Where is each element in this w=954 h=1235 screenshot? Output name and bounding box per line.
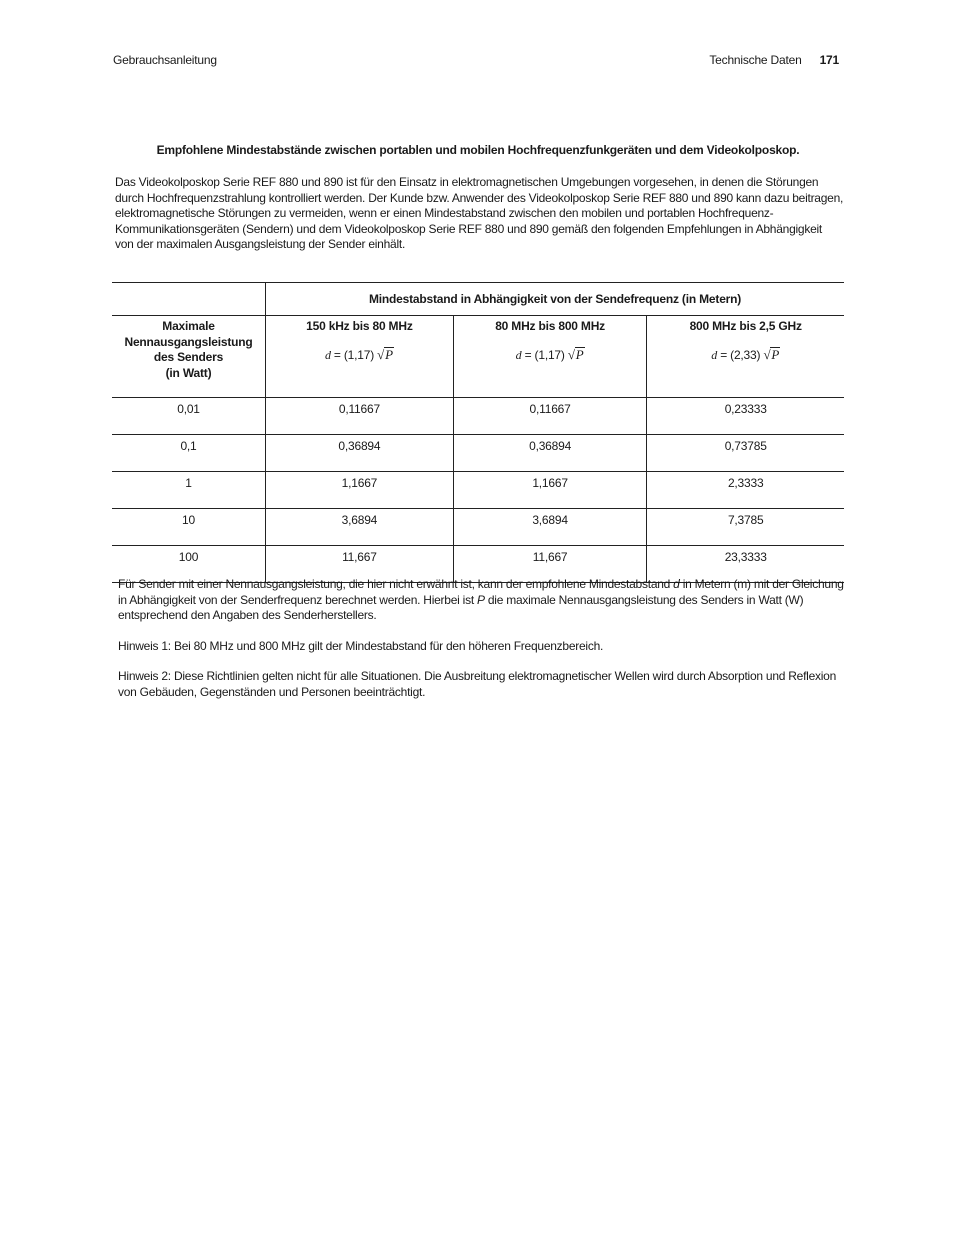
power-cell: 100 bbox=[112, 546, 266, 583]
distance-cell: 1,1667 bbox=[266, 472, 454, 509]
page-number: 171 bbox=[819, 53, 839, 67]
formula-coefficient: = (2,33) bbox=[717, 348, 764, 362]
section-name: Technische Daten bbox=[709, 53, 802, 67]
distance-cell: 0,36894 bbox=[453, 435, 647, 472]
table-row bbox=[112, 398, 844, 435]
group-header-cell: Mindestabstand in Abhängigkeit von der Sendefrequenz (in Metern) bbox=[266, 283, 845, 316]
formula-radicand: P bbox=[575, 347, 584, 362]
distance-cell: 2,3333 bbox=[647, 472, 844, 509]
intro-line: Das Videokolposkop Serie REF 880 und 890 ist für den Einsatz in elektromagnetischen Umgebungen vorgesehen, in denen die Störungen bbox=[115, 175, 819, 189]
column-label: 800 MHz bis 2,5 GHz bbox=[689, 319, 802, 333]
note-text: in Abhängigkeit von der Senderfrequenz berechnet werden. Hierbei ist bbox=[118, 592, 477, 607]
hint-2-paragraph bbox=[118, 669, 846, 700]
notes-section bbox=[118, 577, 846, 716]
column-header-cell bbox=[266, 316, 454, 398]
distance-cell: 1,1667 bbox=[453, 472, 647, 509]
column-label: 80 MHz bis 800 MHz bbox=[495, 319, 605, 333]
distance-cell: 23,3333 bbox=[647, 546, 844, 583]
formula-coefficient: = (1,17) bbox=[521, 348, 568, 362]
sqrt-icon: √P bbox=[763, 347, 780, 362]
sqrt-icon: √P bbox=[567, 347, 584, 362]
distance-cell: 3,6894 bbox=[266, 509, 454, 546]
column-label: 150 kHz bis 80 MHz bbox=[306, 319, 413, 333]
note-text: von Gebäuden, Gegenständen und Personen beeinträchtigt. bbox=[118, 684, 426, 699]
formula-coefficient: = (1,17) bbox=[330, 348, 378, 362]
intro-line: elektromagnetische Störungen zu vermeiden, wenn er einen Mindestabstand zwischen den mobilen und portablen Hochfrequenz- bbox=[115, 206, 774, 221]
distance-cell: 11,667 bbox=[453, 546, 647, 583]
distance-cell: 11,667 bbox=[266, 546, 454, 583]
separation-distance-table bbox=[112, 282, 844, 583]
running-header-section bbox=[709, 53, 839, 67]
empty-corner-cell bbox=[112, 283, 266, 316]
row-header-line: (in Watt) bbox=[165, 365, 212, 380]
column-header-cell bbox=[453, 316, 647, 398]
formula-radicand: P bbox=[385, 347, 393, 362]
table-row bbox=[112, 509, 844, 546]
distance-formula bbox=[454, 347, 647, 363]
formula-variable: d bbox=[324, 348, 331, 362]
row-header-line: des Senders bbox=[153, 350, 224, 364]
distance-cell: 0,23333 bbox=[647, 398, 844, 435]
distance-cell: 0,73785 bbox=[647, 435, 844, 472]
note-text: Hinweis 2: Diese Richtlinien gelten nicht für alle Situationen. Die Ausbreitung elektromagnetischer Wellen wird durch Absorption und Reflexion bbox=[118, 669, 837, 684]
note-variable: d bbox=[673, 577, 680, 591]
power-cell: 1 bbox=[112, 472, 266, 509]
note-text: Für Sender mit einer Nennausgangsleistung, die hier nicht erwähnt ist, kann der empfohlene Mindestabstand bbox=[118, 577, 674, 591]
distance-cell: 3,6894 bbox=[453, 509, 647, 546]
intro-paragraph bbox=[115, 175, 845, 253]
row-header-line: Maximale bbox=[162, 319, 215, 333]
row-header-cell bbox=[112, 316, 266, 398]
row-header-line: Nennausgangsleistung bbox=[124, 334, 253, 349]
formula-variable: d bbox=[711, 348, 718, 362]
table-group-header-row bbox=[112, 283, 844, 316]
sqrt-icon: √P bbox=[377, 347, 393, 362]
hint-1-paragraph: Hinweis 1: Bei 80 MHz und 800 MHz gilt der Mindestabstand für den höheren Frequenzbereich. bbox=[118, 638, 604, 653]
distance-cell: 0,11667 bbox=[453, 398, 647, 435]
power-cell: 0,01 bbox=[112, 398, 266, 435]
note-variable: P bbox=[477, 592, 485, 607]
formula-variable: d bbox=[515, 348, 522, 362]
table-row bbox=[112, 435, 844, 472]
column-header-cell bbox=[647, 316, 844, 398]
intro-line: Kommunikationsgeräten (Sendern) und dem Videokolposkop Serie REF 880 und 890 gemäß den folgenden Empfehlungen in Abhängigkeit bbox=[115, 221, 823, 236]
formula-radicand: P bbox=[771, 347, 780, 362]
note-text: in Metern (m) mit der Gleichung bbox=[679, 577, 844, 591]
distance-cell: 0,11667 bbox=[266, 398, 454, 435]
formula-note-paragraph bbox=[118, 577, 846, 624]
running-header-title: Gebrauchsanleitung bbox=[113, 53, 217, 67]
distance-cell: 7,3785 bbox=[647, 509, 844, 546]
intro-line: durch Hochfrequenzstrahlung kontrolliert werden. Der Kunde bzw. Anwender des Videokolposkop Serie REF 880 und 890 kann dazu beitragen, bbox=[115, 190, 844, 205]
note-text: entsprechend den Angaben des Senderherstellers. bbox=[118, 608, 377, 623]
power-cell: 10 bbox=[112, 509, 266, 546]
table-column-header-row bbox=[112, 316, 844, 398]
section-title: Empfohlene Mindestabstände zwischen portablen und mobilen Hochfrequenzfunkgeräten und dem Videokolposkop. bbox=[156, 143, 800, 157]
table-row bbox=[112, 472, 844, 509]
distance-formula bbox=[266, 347, 453, 363]
distance-cell: 0,36894 bbox=[266, 435, 454, 472]
distance-formula bbox=[647, 347, 844, 363]
intro-line: von der maximalen Ausgangsleistung der Sender einhält. bbox=[115, 237, 406, 252]
note-text: die maximale Nennausgangsleistung des Senders in Watt (W) bbox=[484, 592, 804, 607]
power-cell: 0,1 bbox=[112, 435, 266, 472]
